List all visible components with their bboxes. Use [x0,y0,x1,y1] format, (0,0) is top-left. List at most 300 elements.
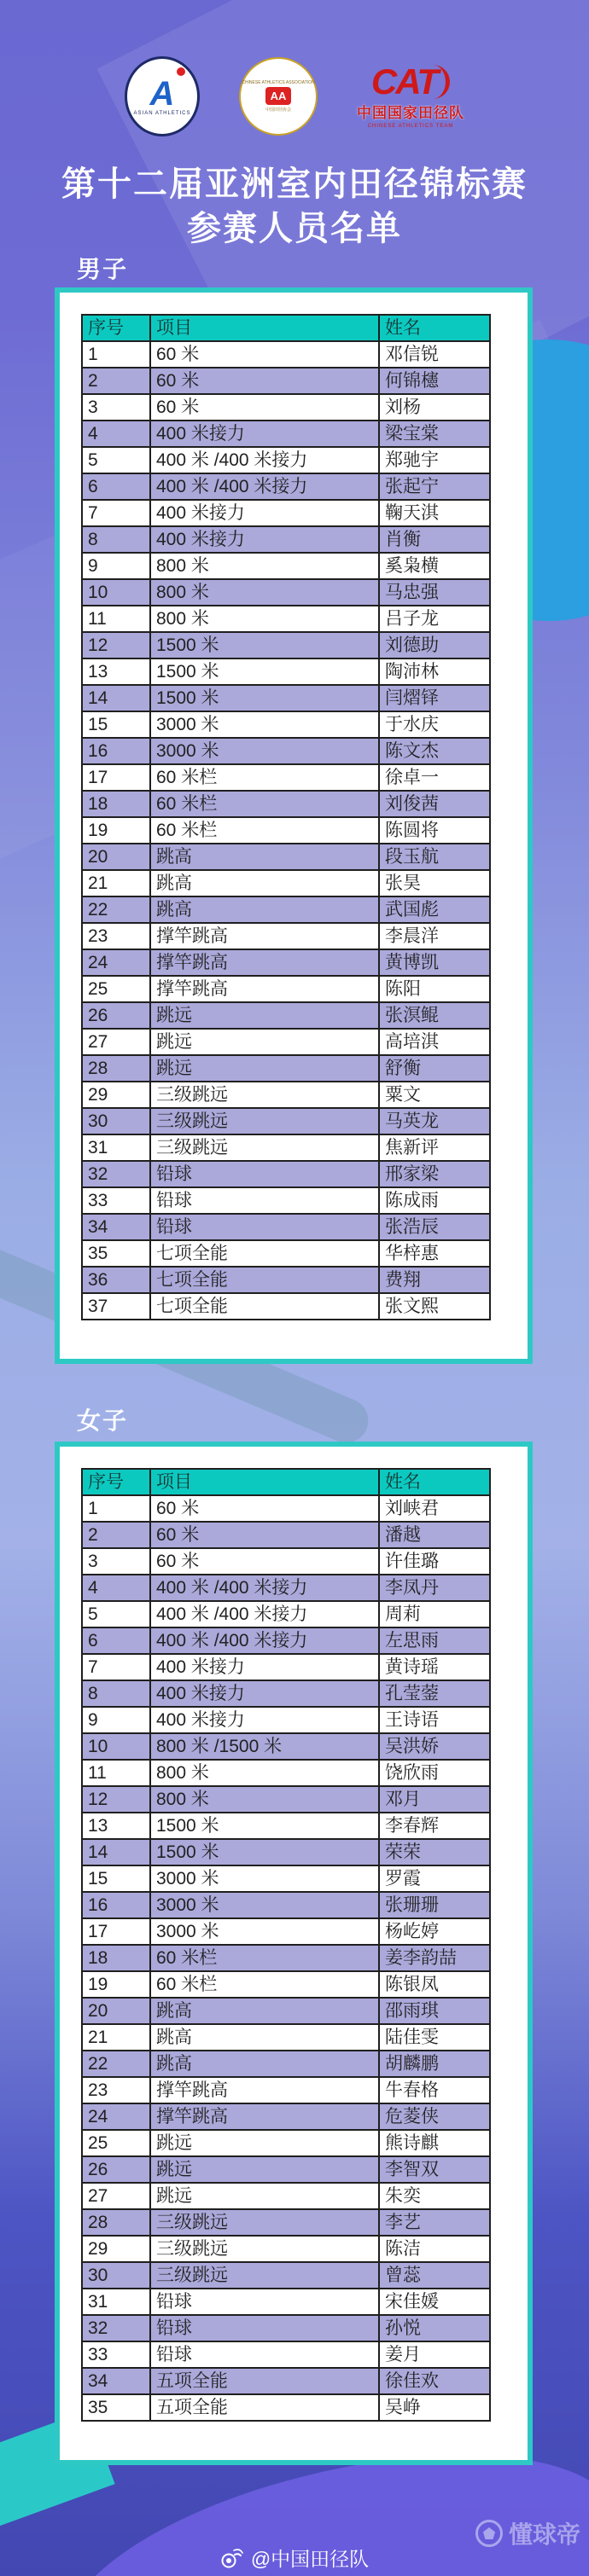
cell-no: 12 [82,632,150,659]
cell-no: 31 [82,1134,150,1161]
cell-no: 7 [82,1654,150,1680]
table-row [82,2262,490,2289]
asian-athletics-letter: A [149,75,175,113]
dongqiudi-watermark [475,2516,580,2550]
table-row [82,2103,490,2130]
cell-name: 罗霞 [379,1865,490,1892]
cell-event: 撑竿跳高 [150,976,379,1002]
table-row [82,2051,490,2077]
cell-name: 刘杨 [379,394,490,421]
cell-no: 18 [82,791,150,817]
table-row [82,421,490,447]
table-row [82,473,490,500]
cell-name: 陆佳雯 [379,2024,490,2051]
cell-name: 陈银凤 [379,1971,490,1998]
cell-name: 吴洪娇 [379,1733,490,1760]
cell-event: 跳高 [150,896,379,923]
cell-event: 3000 米 [150,738,379,764]
table-row [82,1813,490,1839]
cell-no: 29 [82,1082,150,1108]
cell-event: 撑竿跳高 [150,923,379,949]
cell-no: 26 [82,1002,150,1029]
cell-name: 焦新评 [379,1134,490,1161]
caa-emblem: AA [265,87,292,105]
table-row [82,1865,490,1892]
column-header-name: 姓名 [379,1469,490,1495]
cell-name: 张溟鲲 [379,1002,490,1029]
cell-no: 9 [82,553,150,579]
table-row [82,1187,490,1214]
cell-event: 1500 米 [150,1813,379,1839]
cell-no: 29 [82,2236,150,2262]
cell-no: 19 [82,1971,150,1998]
cell-name: 王诗语 [379,1707,490,1733]
cell-event: 铅球 [150,2315,379,2341]
cell-name: 孔莹蓥 [379,1680,490,1707]
cell-name: 段玉航 [379,844,490,870]
table-row [82,711,490,738]
cell-event: 60 米 [150,1548,379,1575]
cell-no: 32 [82,2315,150,2341]
dongqiudi-watermark-text: 懂球帝 [508,2521,580,2548]
cell-no: 13 [82,659,150,685]
table-row [82,2368,490,2394]
cell-event: 撑竿跳高 [150,2077,379,2103]
table-row [82,1522,490,1548]
cell-no: 27 [82,1029,150,1055]
cell-name: 刘德助 [379,632,490,659]
table-row [82,1998,490,2024]
cell-event: 撑竿跳高 [150,2103,379,2130]
page-title-line1: 第十二届亚洲室内田径锦标赛 [61,165,528,203]
cell-no: 14 [82,685,150,711]
cell-name: 张昊 [379,870,490,896]
cell-event: 60 米 [150,341,379,368]
cell-event: 跳远 [150,2130,379,2156]
table-row [82,1055,490,1082]
cell-name: 邓信锐 [379,341,490,368]
cell-event: 60 米 [150,368,379,394]
cell-event: 跳远 [150,1055,379,1082]
table-row [82,2130,490,2156]
cell-event: 400 米接力 [150,1707,379,1733]
cell-no: 32 [82,1161,150,1187]
cell-no: 13 [82,1813,150,1839]
table-row [82,817,490,844]
cell-event: 60 米 [150,1522,379,1548]
cell-no: 11 [82,1760,150,1786]
table-row [82,606,490,632]
logo-row [0,56,589,136]
cell-event: 铅球 [150,2341,379,2368]
table-row [82,2394,490,2421]
cell-name: 曾蕊 [379,2262,490,2289]
table-row [82,738,490,764]
table-row [82,844,490,870]
cell-no: 23 [82,923,150,949]
table-row [82,1680,490,1707]
table-row [82,632,490,659]
cell-event: 800 米 [150,553,379,579]
weibo-icon [220,2547,244,2569]
cell-no: 33 [82,1187,150,1214]
cell-name: 黄诗瑶 [379,1654,490,1680]
table-row [82,976,490,1002]
cell-name: 姜月 [379,2341,490,2368]
cell-name: 危菱侠 [379,2103,490,2130]
women-table-card [55,1442,533,2465]
table-row [82,1575,490,1601]
column-header-event: 项目 [150,315,379,341]
cell-no: 1 [82,1495,150,1522]
cat-acronym: CAT [371,65,450,99]
cell-no: 6 [82,473,150,500]
table-header-row [82,315,490,341]
cell-no: 16 [82,1892,150,1918]
cell-name: 杨屹婷 [379,1918,490,1945]
cell-event: 60 米 [150,1495,379,1522]
cell-name: 陈洁 [379,2236,490,2262]
cell-name: 李艺 [379,2209,490,2236]
cell-event: 三级跳远 [150,1134,379,1161]
cell-no: 19 [82,817,150,844]
cell-event: 3000 米 [150,1892,379,1918]
cell-name: 李凤丹 [379,1575,490,1601]
cell-event: 铅球 [150,1187,379,1214]
table-row [82,1654,490,1680]
page-title-line2: 参赛人员名单 [187,210,402,247]
table-row [82,2341,490,2368]
cell-event: 跳远 [150,1002,379,1029]
cell-event: 400 米 /400 米接力 [150,1601,379,1627]
cell-no: 26 [82,2156,150,2183]
cell-no: 8 [82,526,150,553]
cell-no: 15 [82,711,150,738]
cell-event: 跳高 [150,844,379,870]
cell-name: 华梓惠 [379,1240,490,1267]
chinese-athletics-association-logo [239,57,318,136]
cell-event: 跳远 [150,1029,379,1055]
cell-event: 七项全能 [150,1240,379,1267]
column-header-no: 序号 [82,315,150,341]
table-row [82,685,490,711]
cell-event: 800 米 /1500 米 [150,1733,379,1760]
cell-name: 张起宁 [379,473,490,500]
table-row [82,923,490,949]
cell-name: 梁宝棠 [379,421,490,447]
cell-event: 60 米栏 [150,764,379,791]
table-row [82,1971,490,1998]
cell-name: 奚枭横 [379,553,490,579]
table-row [82,1082,490,1108]
cell-event: 三级跳远 [150,2236,379,2262]
asian-athletics-caption: ASIAN ATHLETICS [133,111,191,116]
cell-event: 跳远 [150,2156,379,2183]
cell-event: 七项全能 [150,1267,379,1293]
cell-name: 张浩辰 [379,1214,490,1240]
cell-no: 24 [82,2103,150,2130]
caa-ring-text: CHINESE ATHLETICS ASSOCIATION [242,80,315,85]
cell-name: 陶沛林 [379,659,490,685]
cell-name: 李智双 [379,2156,490,2183]
table-row [82,896,490,923]
cell-no: 3 [82,1548,150,1575]
table-row [82,2024,490,2051]
cell-name: 潘越 [379,1522,490,1548]
cell-event: 撑竿跳高 [150,949,379,976]
cell-no: 18 [82,1945,150,1971]
cell-name: 舒衡 [379,1055,490,1082]
cell-no: 25 [82,976,150,1002]
cell-name: 黄博凯 [379,949,490,976]
table-row [82,1786,490,1813]
cell-name: 牛春格 [379,2077,490,2103]
cell-no: 28 [82,1055,150,1082]
cell-event: 1500 米 [150,659,379,685]
cell-no: 7 [82,500,150,526]
cell-name: 肖衡 [379,526,490,553]
cell-name: 李晨洋 [379,923,490,949]
cell-no: 34 [82,1214,150,1240]
table-row [82,2077,490,2103]
cell-no: 1 [82,341,150,368]
table-row [82,2209,490,2236]
men-table-card [55,287,533,1364]
table-row [82,1892,490,1918]
cell-no: 14 [82,1839,150,1865]
cell-name: 刘俊茜 [379,791,490,817]
table-row [82,1495,490,1522]
cell-name: 于水庆 [379,711,490,738]
cell-no: 15 [82,1865,150,1892]
cell-name: 左思雨 [379,1627,490,1654]
cell-no: 2 [82,1522,150,1548]
section-label-men: 男子 [77,256,129,282]
table-row [82,341,490,368]
cell-event: 跳高 [150,870,379,896]
table-row [82,2289,490,2315]
asian-athletics-logo [125,56,200,136]
caa-caption: 中国田径协会 [265,107,291,113]
table-row [82,526,490,553]
cell-name: 邵雨琪 [379,1998,490,2024]
cell-event: 五项全能 [150,2394,379,2421]
cell-name: 周莉 [379,1601,490,1627]
cell-no: 30 [82,2262,150,2289]
cell-event: 1500 米 [150,1839,379,1865]
cell-no: 30 [82,1108,150,1134]
cell-name: 陈阳 [379,976,490,1002]
cell-event: 400 米接力 [150,1654,379,1680]
cell-event: 800 米 [150,606,379,632]
cell-no: 10 [82,1733,150,1760]
cell-name: 熊诗麒 [379,2130,490,2156]
table-row [82,1002,490,1029]
table-header-row [82,1469,490,1495]
cell-event: 800 米 [150,1786,379,1813]
cell-event: 1500 米 [150,632,379,659]
cell-name: 朱奕 [379,2183,490,2209]
cell-event: 60 米栏 [150,791,379,817]
cell-event: 400 米接力 [150,421,379,447]
cell-event: 三级跳远 [150,1082,379,1108]
table-row [82,1293,490,1320]
cell-event: 400 米 /400 米接力 [150,473,379,500]
table-row [82,1918,490,1945]
cell-event: 3000 米 [150,1918,379,1945]
logo-sun-dot [177,67,185,76]
table-row [82,1601,490,1627]
cell-name: 吕子龙 [379,606,490,632]
cell-no: 12 [82,1786,150,1813]
cell-no: 21 [82,870,150,896]
table-row [82,1548,490,1575]
cell-name: 徐佳欢 [379,2368,490,2394]
cell-name: 荣荣 [379,1839,490,1865]
table-row [82,1733,490,1760]
cell-name: 胡麟鹏 [379,2051,490,2077]
cell-no: 4 [82,1575,150,1601]
cell-no: 2 [82,368,150,394]
cell-no: 9 [82,1707,150,1733]
cell-no: 20 [82,1998,150,2024]
cell-event: 400 米 /400 米接力 [150,1575,379,1601]
cell-event: 800 米 [150,1760,379,1786]
table-row [82,870,490,896]
cell-name: 武国彪 [379,896,490,923]
cell-event: 1500 米 [150,685,379,711]
cell-event: 铅球 [150,1214,379,1240]
cell-no: 35 [82,2394,150,2421]
cell-no: 31 [82,2289,150,2315]
cell-no: 35 [82,1240,150,1267]
cell-name: 吴峥 [379,2394,490,2421]
cell-name: 陈圆将 [379,817,490,844]
table-row [82,1134,490,1161]
table-row [82,1161,490,1187]
dongqiudi-ball-icon [475,2520,503,2547]
table-row [82,553,490,579]
cell-no: 25 [82,2130,150,2156]
cell-name: 鞠天淇 [379,500,490,526]
column-header-no: 序号 [82,1469,150,1495]
table-row [82,2183,490,2209]
cell-no: 17 [82,764,150,791]
cell-event: 三级跳远 [150,2209,379,2236]
table-row [82,2156,490,2183]
table-row [82,1627,490,1654]
cell-no: 6 [82,1627,150,1654]
cell-no: 36 [82,1267,150,1293]
column-header-event: 项目 [150,1469,379,1495]
table-row [82,1029,490,1055]
cell-no: 4 [82,421,150,447]
cell-name: 闫熠铎 [379,685,490,711]
cell-no: 11 [82,606,150,632]
cell-event: 三级跳远 [150,1108,379,1134]
table-row [82,1240,490,1267]
table-row [82,1267,490,1293]
cell-no: 22 [82,896,150,923]
cell-name: 陈成雨 [379,1187,490,1214]
cell-name: 高培淇 [379,1029,490,1055]
table-row [82,1108,490,1134]
cell-event: 400 米 /400 米接力 [150,447,379,473]
table-row [82,1214,490,1240]
cell-no: 27 [82,2183,150,2209]
cell-no: 28 [82,2209,150,2236]
cell-no: 17 [82,1918,150,1945]
cell-event: 60 米栏 [150,1945,379,1971]
cell-event: 七项全能 [150,1293,379,1320]
cell-event: 60 米栏 [150,817,379,844]
cat-name: 中国国家田径队 [357,104,464,121]
table-row [82,764,490,791]
cell-no: 5 [82,447,150,473]
cell-name: 张文熙 [379,1293,490,1320]
cell-name: 徐卓一 [379,764,490,791]
cell-event: 跳高 [150,1998,379,2024]
cell-event: 3000 米 [150,711,379,738]
cell-no: 21 [82,2024,150,2051]
women-roster-table [81,1468,491,2422]
table-row [82,394,490,421]
cell-event: 铅球 [150,2289,379,2315]
cell-event: 800 米 [150,579,379,606]
table-row [82,2315,490,2341]
cell-no: 23 [82,2077,150,2103]
cell-no: 34 [82,2368,150,2394]
cell-event: 三级跳远 [150,2262,379,2289]
table-row [82,2236,490,2262]
table-row [82,1945,490,1971]
table-row [82,1839,490,1865]
cell-event: 60 米 [150,394,379,421]
cell-event: 400 米接力 [150,500,379,526]
cell-name: 姜李韵喆 [379,1945,490,1971]
table-row [82,949,490,976]
cell-event: 铅球 [150,1161,379,1187]
cell-name: 许佳璐 [379,1548,490,1575]
table-row [82,368,490,394]
men-roster-table [81,314,491,1320]
cell-name: 邓月 [379,1786,490,1813]
cell-event: 400 米接力 [150,526,379,553]
cell-no: 24 [82,949,150,976]
cell-name: 马忠强 [379,579,490,606]
cell-no: 33 [82,2341,150,2368]
cell-name: 郑驰宇 [379,447,490,473]
cell-no: 20 [82,844,150,870]
cell-event: 跳高 [150,2024,379,2051]
cell-name: 粟文 [379,1082,490,1108]
cell-name: 张珊珊 [379,1892,490,1918]
cell-event: 3000 米 [150,1865,379,1892]
china-national-athletics-team-logo [357,61,464,129]
cell-name: 孙悦 [379,2315,490,2341]
cell-event: 400 米 /400 米接力 [150,1627,379,1654]
cell-no: 16 [82,738,150,764]
cell-event: 跳远 [150,2183,379,2209]
cell-name: 马英龙 [379,1108,490,1134]
cell-name: 李春辉 [379,1813,490,1839]
table-row [82,500,490,526]
cell-name: 宋佳媛 [379,2289,490,2315]
cell-event: 60 米栏 [150,1971,379,1998]
cell-no: 37 [82,1293,150,1320]
cell-name: 费翔 [379,1267,490,1293]
cell-no: 10 [82,579,150,606]
